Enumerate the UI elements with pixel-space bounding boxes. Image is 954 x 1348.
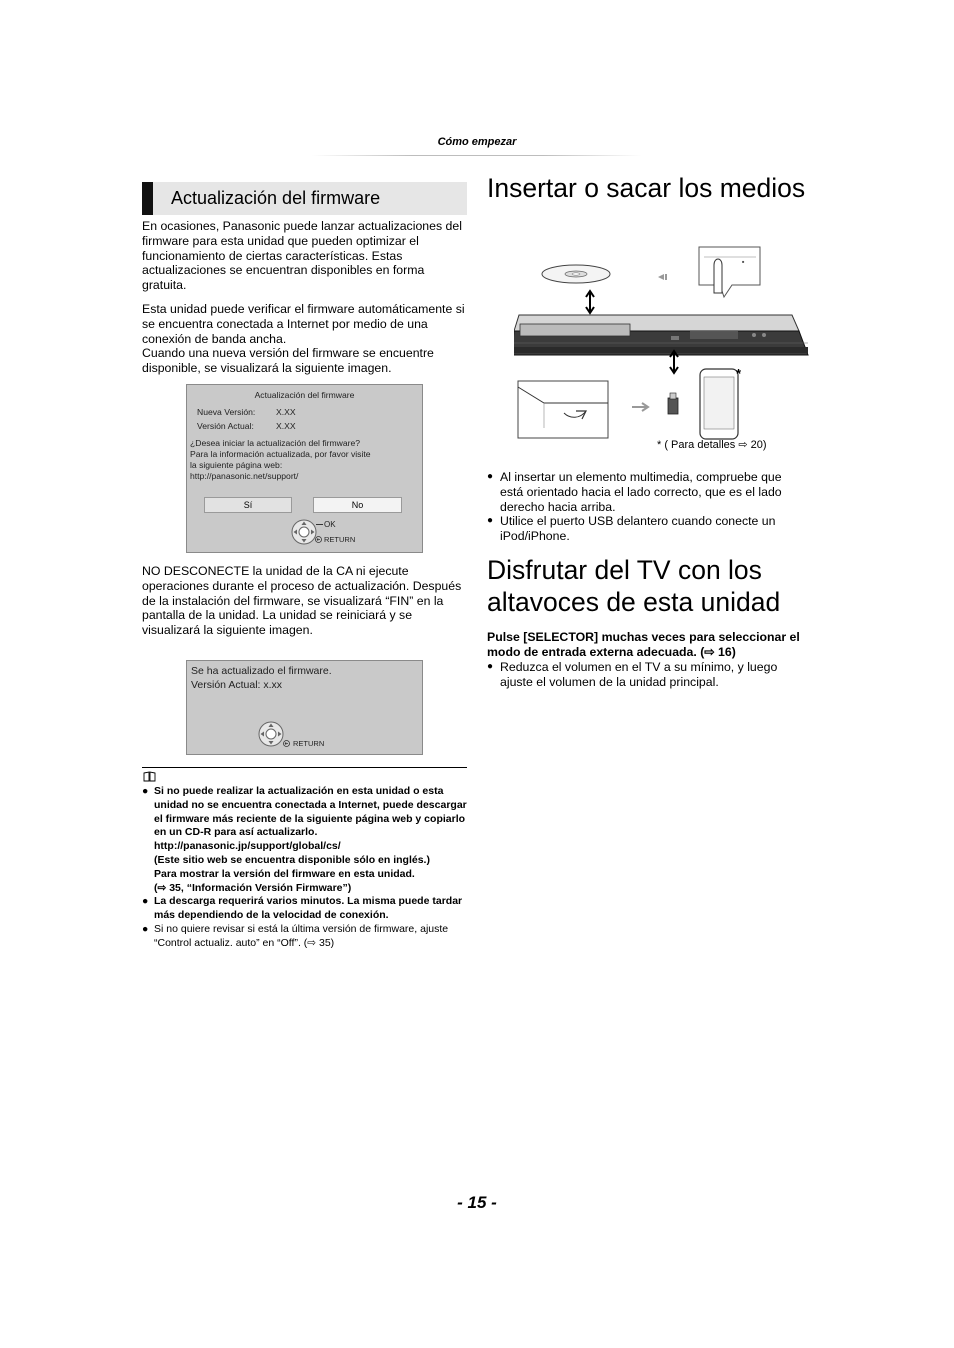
bullet-icon: ● <box>487 471 494 482</box>
firmware-new-version-text: Cuando una nueva versión del firmware se encuentre disponible, se visualizará la siguiente imagen. <box>142 346 434 376</box>
note-divider <box>142 767 467 768</box>
note-auto-check-off: Si no quiere revisar si está la última versión de firmware, ajuste “Control actualiz. auto” en “Off”. (⇨ 35) <box>154 922 449 949</box>
update-info-line1: Para la información actualizada, por favor visite <box>190 449 371 459</box>
support-url: http://panasonic.net/support/ <box>190 471 299 481</box>
media-bullets <box>487 470 807 544</box>
firmware-intro: En ocasiones, Panasonic puede lanzar actualizaciones del firmware para esta unidad que pueden optimizar el funcionamiento de ciertas características. Estas actualizaciones se encuentran disponibles en forma gratuita. <box>142 219 462 293</box>
ok-label: OK <box>324 520 336 529</box>
return-label: RETURN <box>324 535 356 544</box>
page-number: - 15 - <box>457 1193 497 1212</box>
bullet-icon: ● <box>487 661 494 672</box>
tv-instruction: Pulse [SELECTOR] muchas veces para seleccionar el modo de entrada externa adecuada. (⇨ 16) <box>487 630 800 659</box>
tv-heading: Disfrutar del TV con los altavoces de esta unidad <box>487 555 781 617</box>
bullet-icon: ● <box>142 895 149 908</box>
do-not-disconnect-text: NO DESCONECTE la unidad de la CA ni ejecute operaciones durante el proceso de actualización. Después de la instalación del firmware, se visualizará “FIN” en la pantalla de la unidad. La unidad se reiniciará y se visualizará la siguiente imagen. <box>142 564 462 638</box>
update-info-line2: la siguiente página web: <box>190 460 283 470</box>
yes-button[interactable]: Sí <box>204 497 292 513</box>
book-icon <box>143 771 156 782</box>
note-url: http://panasonic.jp/support/global/cs/ <box>154 840 341 853</box>
note-show-version-ref: (⇨ 35, “Información Versión Firmware”) <box>154 881 352 894</box>
tv-bullet-volume: Reduzca el volumen en el TV a su mínimo, y luego ajuste el volumen de la unidad principal. <box>500 660 778 689</box>
no-button[interactable]: No <box>313 497 402 513</box>
return-label: RETURN <box>293 739 325 748</box>
header-divider <box>312 155 642 156</box>
media-bullet <box>487 514 807 544</box>
media-bullet <box>487 470 807 514</box>
screen-title: Actualización del firmware <box>254 390 355 400</box>
dpad-icon <box>258 721 284 747</box>
note-item <box>142 895 467 923</box>
bullet-icon: ● <box>142 785 149 797</box>
firmware-heading: Actualización del firmware <box>171 188 381 208</box>
media-bullet-orientation: Al insertar un elemento multimedia, compruebe que está orientado hacia el lado correcto, que es el lado derecho hacia arriba. <box>500 470 782 514</box>
asterisk-mark: * <box>736 366 742 381</box>
svg-text:■: ■ <box>742 259 745 264</box>
new-version-label: Nueva Versión: <box>197 407 256 417</box>
heading-bar <box>142 182 153 215</box>
bullet-icon: ● <box>142 922 149 935</box>
note-item <box>142 785 467 895</box>
return-icon <box>283 740 290 747</box>
tv-bullet <box>487 660 807 690</box>
player-illustration <box>514 243 814 443</box>
section-header: Cómo empezar <box>437 136 517 148</box>
current-version-value: X.XX <box>276 421 296 431</box>
current-version-message: Versión Actual: x.xx <box>191 679 283 691</box>
notes-list <box>142 785 467 951</box>
firmware-updated-screen <box>186 660 423 755</box>
media-heading: Insertar o sacar los medios <box>487 173 806 203</box>
ok-leader <box>316 524 323 525</box>
note-show-version: Para mostrar la versión del firmware en esta unidad. <box>154 867 415 880</box>
update-question: ¿Desea iniciar la actualización del firmware? <box>190 438 361 448</box>
note-download-time: La descarga requerirá varios minutos. La misma puede tardar más dependiendo de la velocidad de conexión. <box>154 895 463 922</box>
return-icon <box>315 536 322 543</box>
note-item <box>142 923 467 951</box>
bullet-icon: ● <box>487 515 494 527</box>
tv-bullets <box>487 660 807 690</box>
firmware-auto-check-text: Esta unidad puede verificar el firmware automáticamente si se encuentra conectada a Internet por medio de una conexión de banda ancha. <box>142 302 465 346</box>
media-bullet-usb: Utilice el puerto USB delantero cuando conecte un iPod/iPhone. <box>500 514 776 544</box>
firmware-auto-check <box>142 302 472 376</box>
note-english-only: (Este sitio web se encuentra disponible sólo en inglés.) <box>154 853 430 866</box>
new-version-value: X.XX <box>276 407 296 417</box>
media-caption: * ( Para detalles ⇨ 20) <box>657 439 767 451</box>
updated-message: Se ha actualizado el firmware. <box>191 665 332 677</box>
dpad-icon <box>291 519 317 545</box>
firmware-update-screen <box>186 384 423 553</box>
current-version-label: Versión Actual: <box>197 421 254 431</box>
note-offline-update: Si no puede realizar la actualización en esta unidad o esta unidad no se encuentra conectada a Internet, puede descargar el firmware más reciente de la siguiente página web y copiarlo en un CD-R para así actualizarlo. <box>154 785 467 839</box>
